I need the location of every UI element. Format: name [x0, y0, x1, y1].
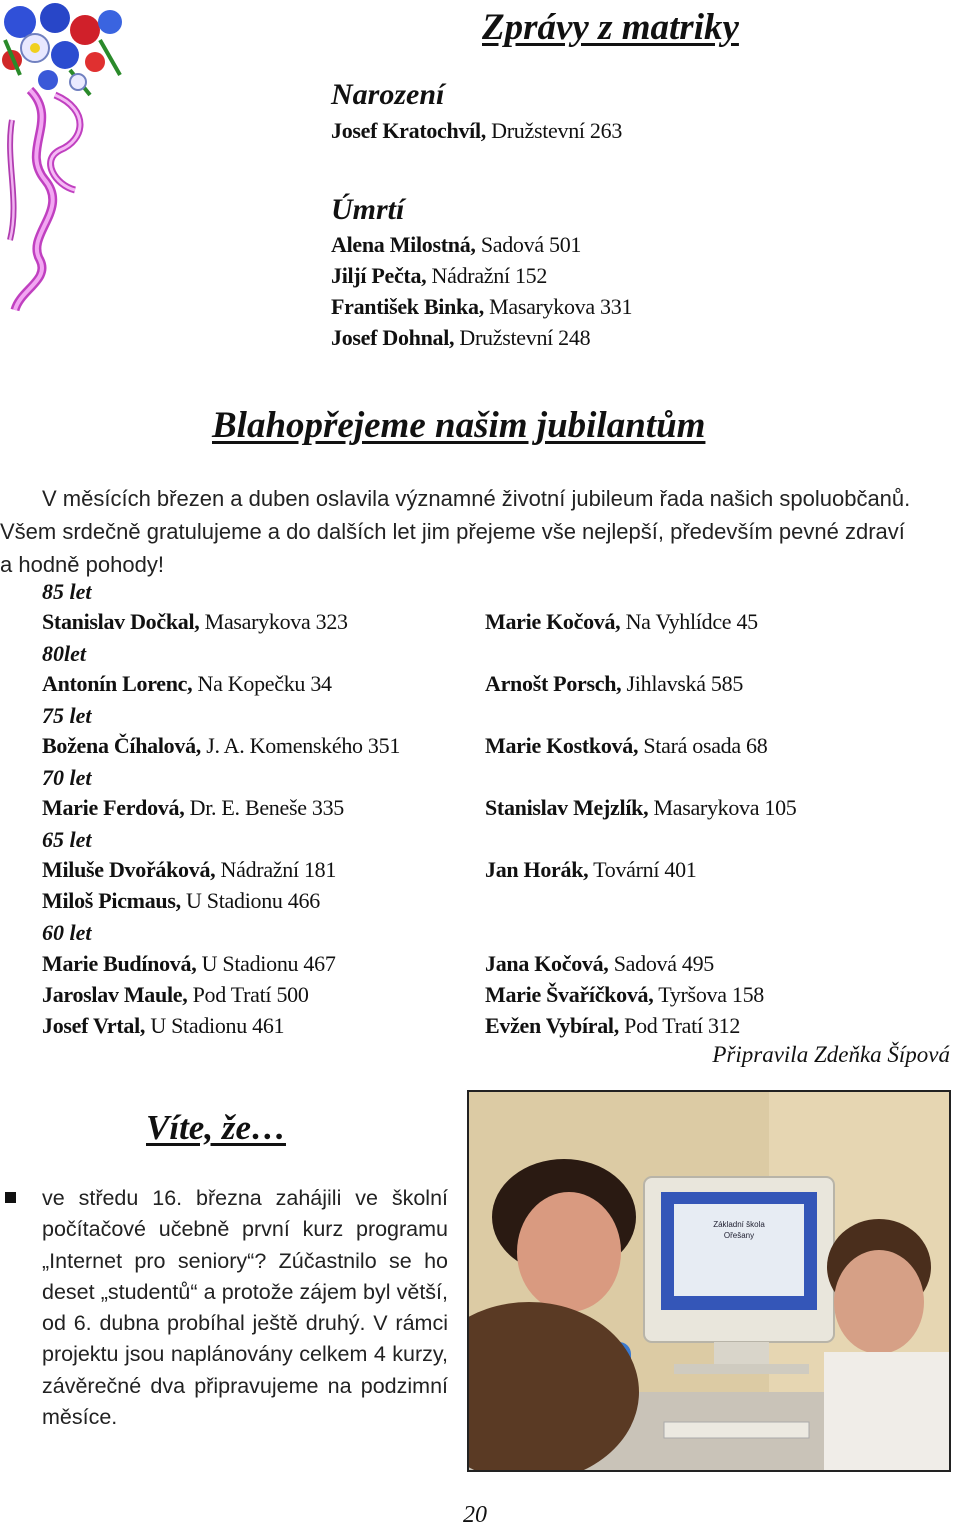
- birth-name: Josef Kratochvíl,: [331, 118, 486, 143]
- jubilant-entry: [485, 733, 767, 759]
- death-entry: [331, 325, 590, 351]
- page-number: 20: [463, 1502, 487, 1528]
- death-entry: [331, 294, 632, 320]
- jubilant-entry: [42, 795, 344, 821]
- jubilant-name: Miloš Picmaus,: [42, 888, 181, 913]
- death-name: Alena Milostná,: [331, 232, 476, 257]
- jubilant-entry: [42, 857, 336, 883]
- jubilant-name: Evžen Vybíral,: [485, 1013, 619, 1038]
- jubilant-name: Jaroslav Maule,: [42, 982, 188, 1007]
- birth-entry: [331, 118, 622, 144]
- jubilant-entry: [42, 982, 309, 1008]
- jubilant-name: Marie Budínová,: [42, 951, 197, 976]
- jubilant-name: Marie Kostková,: [485, 733, 639, 758]
- jubilant-address: Dr. E. Beneše 335: [184, 795, 344, 820]
- jubilant-entry: [42, 951, 336, 977]
- intro-line: Všem srdečně gratulujeme a do dalších let jim přejeme vše nejlepší, především pevné zdraví: [0, 519, 905, 544]
- age-label: 80let: [42, 641, 86, 666]
- flower-ornament: [0, 0, 140, 315]
- jubilant-address: Tovární 401: [588, 857, 697, 882]
- jubilant-name: Miluše Dvořáková,: [42, 857, 216, 882]
- bullet-icon: [5, 1192, 16, 1203]
- classroom-photo: [467, 1090, 951, 1472]
- jubilant-name: Josef Vrtal,: [42, 1013, 146, 1038]
- screen-text: Ořešany: [723, 1231, 755, 1240]
- jubilant-entry: [42, 609, 348, 635]
- jubilant-entry: [485, 609, 758, 635]
- jubilant-address: Masarykova 105: [648, 795, 797, 820]
- deaths-heading: Úmrtí: [331, 193, 405, 226]
- jubilant-entry: [485, 951, 714, 977]
- jubilant-name: Božena Číhalová,: [42, 733, 201, 758]
- page-title: Zprávy z matriky: [482, 7, 739, 48]
- jubilant-name: Marie Švaříčková,: [485, 982, 654, 1007]
- death-name: Jiljí Pečta,: [331, 263, 427, 288]
- jubilant-name: Marie Kočová,: [485, 609, 621, 634]
- jubilant-name: Marie Ferdová,: [42, 795, 185, 820]
- jubilee-heading: Blahopřejeme našim jubilantům: [212, 405, 706, 446]
- age-label: 75 let: [42, 703, 92, 728]
- jubilant-entry: [485, 671, 743, 697]
- screen-text: Základní škola: [713, 1220, 765, 1229]
- jubilant-name: Antonín Lorenc,: [42, 671, 193, 696]
- jubilant-name: Jana Kočová,: [485, 951, 609, 976]
- prepared-by: Připravila Zdeňka Šípová: [712, 1042, 950, 1067]
- did-you-know-text: ve středu 16. března zahájili ve školní počítačové učebně první kurz programu „Internet pro seniory“? Zúčastnilo se ho deset „studentů“ a protože zájem byl větší, od 6. dubna probíhal ještě druhý. V rámci projektu jsou naplánovány celkem 4 kurzy, závěrečné dva připravujeme na podzimní měsíce.: [42, 1186, 448, 1430]
- jubilant-name: Stanislav Dočkal,: [42, 609, 200, 634]
- jubilant-name: Stanislav Mejzlík,: [485, 795, 649, 820]
- jubilant-address: U Stadionu 467: [196, 951, 336, 976]
- birth-address: Družstevní 263: [485, 118, 623, 143]
- death-address: Nádražní 152: [426, 263, 548, 288]
- intro-line: a hodně pohody!: [0, 552, 164, 577]
- jubilant-address: Nádražní 181: [215, 857, 337, 882]
- jubilant-address: Masarykova 323: [199, 609, 348, 634]
- jubilant-address: U Stadionu 461: [145, 1013, 285, 1038]
- did-you-know-heading: Víte, že…: [146, 1108, 286, 1147]
- death-address: Sadová 501: [475, 232, 582, 257]
- jubilant-entry: [42, 888, 320, 914]
- jubilant-name: Arnošt Porsch,: [485, 671, 622, 696]
- death-address: Masarykova 331: [483, 294, 633, 319]
- jubilant-entry: [485, 1013, 740, 1039]
- jubilant-entry: [42, 733, 400, 759]
- jubilee-intro: [0, 482, 960, 581]
- death-name: František Binka,: [331, 294, 484, 319]
- jubilant-entry: [485, 857, 696, 883]
- death-address: Družstevní 248: [454, 325, 591, 350]
- jubilant-entry: [42, 1013, 284, 1039]
- jubilant-entry: [42, 671, 332, 697]
- jubilant-entry: [485, 982, 764, 1008]
- births-heading: Narození: [331, 78, 445, 111]
- jubilant-address: J. A. Komenského 351: [201, 733, 401, 758]
- intro-line: V měsících březen a duben oslavila významné životní jubileum řada našich spoluobčanů.: [42, 486, 911, 511]
- age-label: 65 let: [42, 827, 92, 852]
- death-name: Josef Dohnal,: [331, 325, 455, 350]
- jubilant-address: Pod Tratí 312: [618, 1013, 741, 1038]
- jubilant-address: U Stadionu 466: [180, 888, 320, 913]
- photo-illustration: [469, 1092, 949, 1470]
- jubilant-entry: [485, 795, 797, 821]
- age-label: 60 let: [42, 920, 92, 945]
- age-label: 85 let: [42, 579, 92, 604]
- age-label: 70 let: [42, 765, 92, 790]
- jubilant-name: Jan Horák,: [485, 857, 589, 882]
- jubilant-address: Na Kopečku 34: [192, 671, 332, 696]
- jubilant-address: Stará osada 68: [638, 733, 768, 758]
- jubilant-address: Sadová 495: [608, 951, 714, 976]
- jubilant-address: Tyršova 158: [653, 982, 764, 1007]
- jubilant-address: Jihlavská 585: [621, 671, 744, 696]
- death-entry: [331, 232, 581, 258]
- death-entry: [331, 263, 547, 289]
- jubilant-address: Na Vyhlídce 45: [620, 609, 758, 634]
- jubilant-address: Pod Tratí 500: [187, 982, 309, 1007]
